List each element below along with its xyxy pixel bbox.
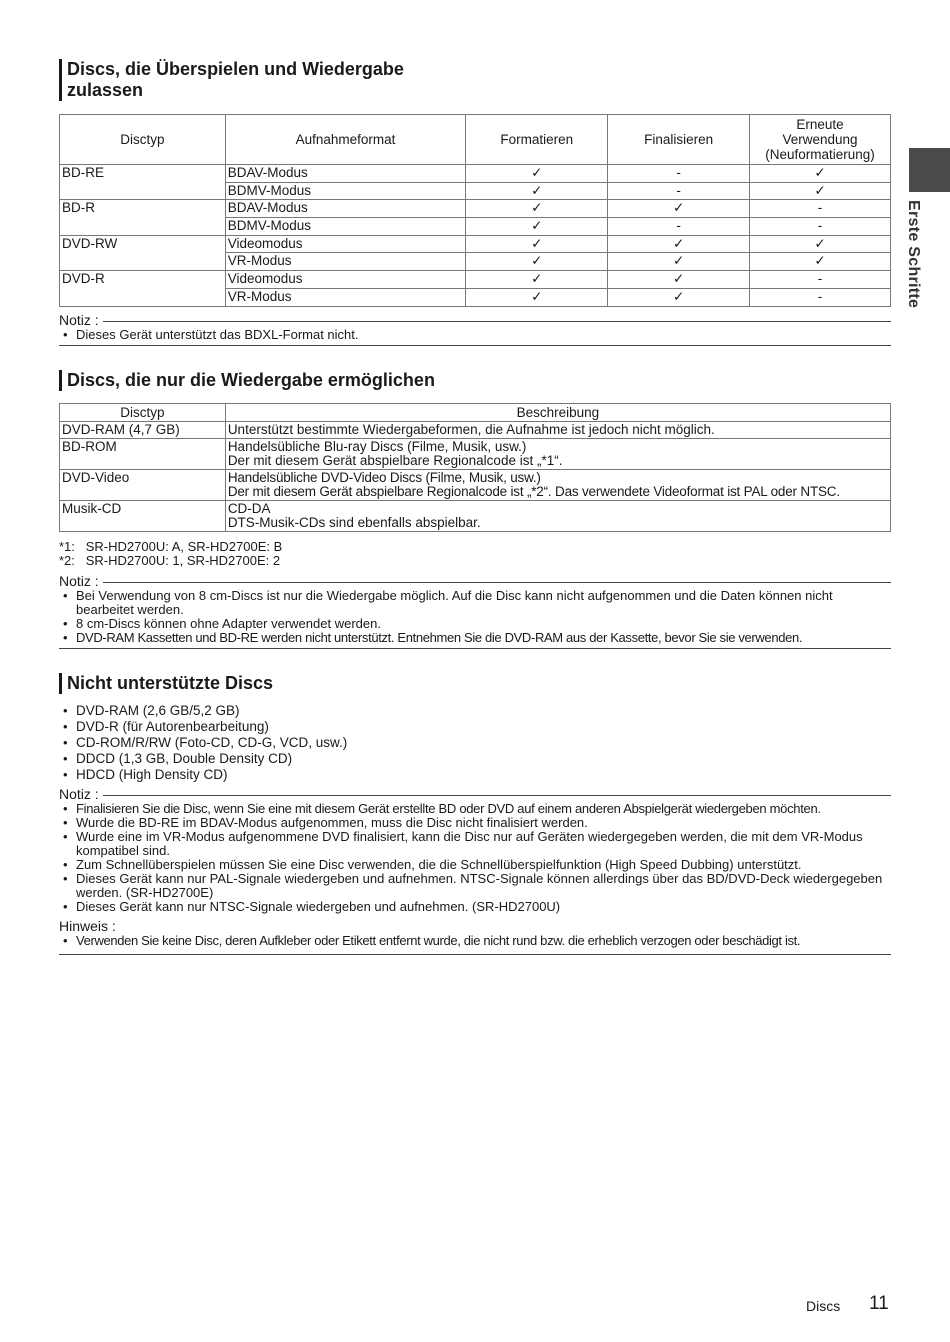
formatieren-cell: ✓ <box>466 200 608 218</box>
chapter-tab-label: Erste Schritte <box>905 200 922 309</box>
list-item: • HDCD (High Density CD) <box>59 767 891 783</box>
dubbing-discs-table <box>59 114 891 307</box>
unsupported-discs-list <box>59 703 891 783</box>
table-header-row <box>60 404 891 422</box>
section-title-dubbing-discs: Discs, die Überspielen und Wiedergabe zulassen <box>59 59 404 101</box>
table-row <box>60 271 891 289</box>
header-aufnahmeformat: Aufnahmeformat <box>225 115 466 165</box>
format-cell: BDAV-Modus <box>225 165 466 183</box>
description-cell: Handelsübliche Blu-ray Discs (Filme, Musik, usw.) Der mit diesem Gerät abspielbare Regionalcode ist „*1“. <box>225 439 890 470</box>
disc-type-cell: BD-ROM <box>60 439 226 470</box>
disc-type-cell: BD-R <box>60 200 226 235</box>
list-item: • Bei Verwendung von 8 cm-Discs ist nur die Wiedergabe möglich. Auf die Disc kann nicht aufgenommen und die Daten können nicht bearbeitet werden. <box>59 589 891 617</box>
list-item: • DDCD (1,3 GB, Double Density CD) <box>59 751 891 767</box>
disc-type-cell: DVD-RW <box>60 235 226 270</box>
footnote-1: *1: SR-HD2700U: A, SR-HD2700E: B <box>59 539 283 554</box>
format-cell: BDAV-Modus <box>225 200 466 218</box>
list-item: • CD-ROM/R/RW (Foto-CD, CD-G, VCD, usw.) <box>59 735 891 751</box>
disc-type-cell: DVD-R <box>60 271 226 306</box>
header-disctyp: Disctyp <box>60 404 226 422</box>
header-beschreibung: Beschreibung <box>225 404 890 422</box>
erneute-cell: ✓ <box>750 235 891 253</box>
format-cell: Videomodus <box>225 235 466 253</box>
format-cell: BDMV-Modus <box>225 218 466 236</box>
disc-type-cell: DVD-RAM (4,7 GB) <box>60 422 226 439</box>
erneute-cell: ✓ <box>750 253 891 271</box>
table-row <box>60 235 891 253</box>
table-row <box>60 470 891 501</box>
description-cell: Unterstützt bestimmte Wiedergabeformen, die Aufnahme ist jedoch nicht möglich. <box>225 422 890 439</box>
finalisieren-cell: ✓ <box>608 200 750 218</box>
footnote-2: *2: SR-HD2700U: 1, SR-HD2700E: 2 <box>59 553 281 568</box>
finalisieren-cell: - <box>608 182 750 200</box>
disc-type-cell: DVD-Video <box>60 470 226 501</box>
erneute-cell: - <box>750 200 891 218</box>
erneute-cell: - <box>750 271 891 289</box>
header-formatieren: Formatieren <box>466 115 608 165</box>
disc-type-cell: BD-RE <box>60 165 226 200</box>
list-item: • Dieses Gerät unterstützt das BDXL-Format nicht. <box>59 328 891 342</box>
list-item: • DVD-R (für Autorenbearbeitung) <box>59 719 891 735</box>
list-item: • Dieses Gerät kann nur PAL-Signale wiedergeben und aufnehmen. NTSC-Signale können allerdings über das BD/DVD-Deck wiedergegeben werden. (SR-HD2700E) <box>59 872 891 900</box>
section-title-playback-only: Discs, die nur die Wiedergabe ermöglichen <box>59 370 435 391</box>
notiz-label: Notiz : <box>59 312 99 328</box>
finalisieren-cell: ✓ <box>608 253 750 271</box>
formatieren-cell: ✓ <box>466 253 608 271</box>
erneute-cell: ✓ <box>750 182 891 200</box>
table-row <box>60 422 891 439</box>
formatieren-cell: ✓ <box>466 235 608 253</box>
erneute-cell: - <box>750 288 891 306</box>
format-cell: Videomodus <box>225 271 466 289</box>
list-item: • Wurde eine im VR-Modus aufgenommene DVD finalisiert, kann die Disc nur auf Geräten wiedergegeben werden, die mit dem VR-Modus kompatibel sind. <box>59 830 891 858</box>
header-erneute-verwendung: Erneute Verwendung (Neuformatierung) <box>750 115 891 165</box>
chapter-tab-marker <box>909 148 950 192</box>
list-item: • Verwenden Sie keine Disc, deren Aufkleber oder Etikett entfernt wurde, die nicht rund bzw. die erheblich verzogen oder beschädigt ist. <box>59 934 891 948</box>
formatieren-cell: ✓ <box>466 288 608 306</box>
table-row <box>60 165 891 183</box>
list-item: • DVD-RAM Kassetten und BD-RE werden nicht unterstützt. Entnehmen Sie die DVD-RAM aus der Kassette, bevor Sie sie verwenden. <box>59 631 891 645</box>
format-cell: VR-Modus <box>225 288 466 306</box>
finalisieren-cell: - <box>608 218 750 236</box>
table-row <box>60 200 891 218</box>
list-item: • Zum Schnellüberspielen müssen Sie eine Disc verwenden, die die Schnellüberspielfunktion (High Speed Dubbing) unterstützt. <box>59 858 891 872</box>
notiz-label: Notiz : <box>59 786 99 802</box>
finalisieren-cell: ✓ <box>608 271 750 289</box>
notiz-label: Notiz : <box>59 573 99 589</box>
notiz-box-1 <box>59 312 891 346</box>
format-cell: BDMV-Modus <box>225 182 466 200</box>
table-header-row <box>60 115 891 165</box>
table-row <box>60 439 891 470</box>
finalisieren-cell: ✓ <box>608 288 750 306</box>
table-row <box>60 501 891 532</box>
format-cell: VR-Modus <box>225 253 466 271</box>
finalisieren-cell: - <box>608 165 750 183</box>
playback-only-table <box>59 403 891 532</box>
formatieren-cell: ✓ <box>466 165 608 183</box>
hinweis-label: Hinweis : <box>59 918 116 934</box>
footer-section-label: Discs <box>806 1298 841 1314</box>
list-item: • Wurde die BD-RE im BDAV-Modus aufgenommen, muss die Disc nicht finalisiert werden. <box>59 816 891 830</box>
header-finalisieren: Finalisieren <box>608 115 750 165</box>
description-cell: Handelsübliche DVD-Video Discs (Filme, Musik, usw.) Der mit diesem Gerät abspielbare Regionalcode ist „*2“. Das verwendete Videoformat ist PAL oder NTSC. <box>225 470 890 501</box>
formatieren-cell: ✓ <box>466 182 608 200</box>
formatieren-cell: ✓ <box>466 218 608 236</box>
region-code-footnotes <box>59 540 282 568</box>
page-number: 11 <box>869 1293 889 1314</box>
erneute-cell: - <box>750 218 891 236</box>
section-title-unsupported-discs: Nicht unterstützte Discs <box>59 673 273 694</box>
list-item: • Dieses Gerät kann nur NTSC-Signale wiedergeben und aufnehmen. (SR-HD2700U) <box>59 900 891 914</box>
list-item: • DVD-RAM (2,6 GB/5,2 GB) <box>59 703 891 719</box>
finalisieren-cell: ✓ <box>608 235 750 253</box>
disc-type-cell: Musik-CD <box>60 501 226 532</box>
notiz-box-3 <box>59 786 891 955</box>
formatieren-cell: ✓ <box>466 271 608 289</box>
description-cell: CD-DA DTS-Musik-CDs sind ebenfalls abspielbar. <box>225 501 890 532</box>
list-item: • 8 cm-Discs können ohne Adapter verwendet werden. <box>59 617 891 631</box>
header-disctyp: Disctyp <box>60 115 226 165</box>
notiz-box-2 <box>59 573 891 649</box>
list-item: • Finalisieren Sie die Disc, wenn Sie eine mit diesem Gerät erstellte BD oder DVD auf einem anderen Abspielgerät wiedergeben möchten. <box>59 802 891 816</box>
erneute-cell: ✓ <box>750 165 891 183</box>
